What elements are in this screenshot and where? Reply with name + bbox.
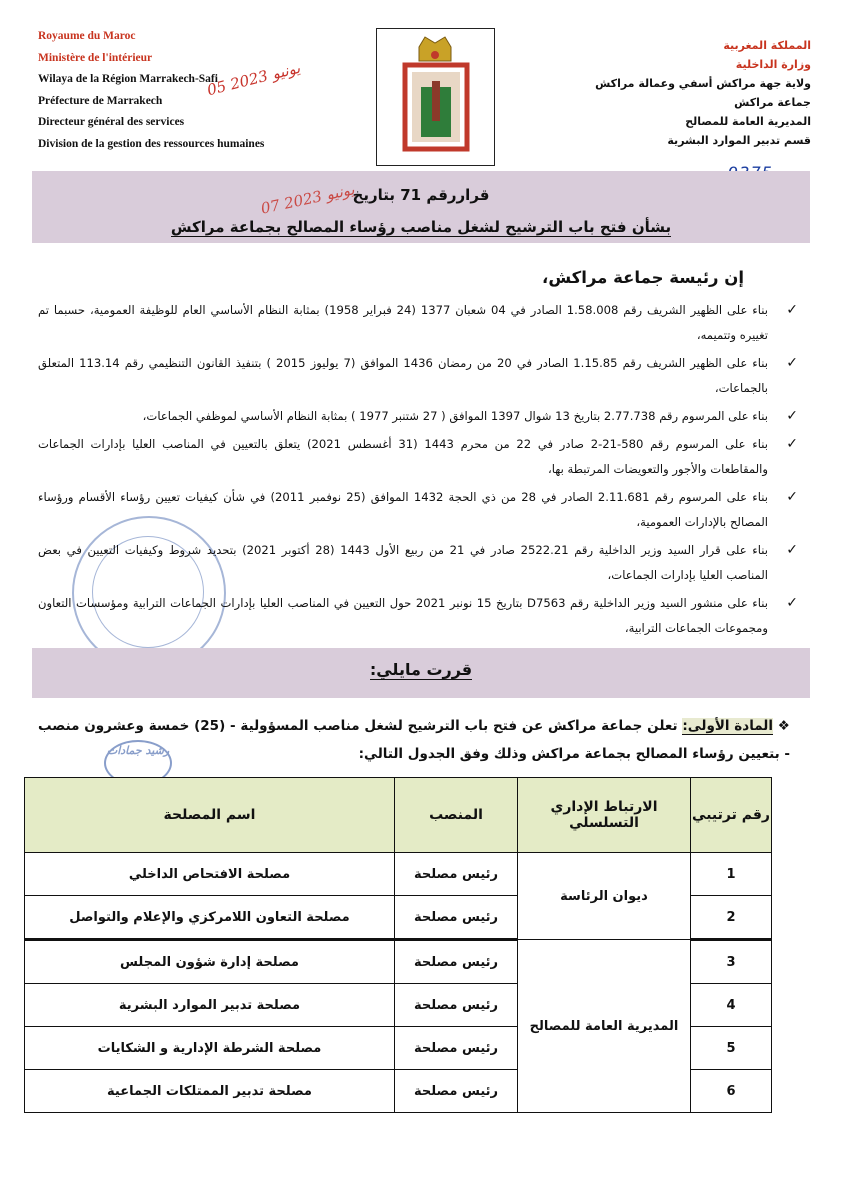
decided-heading-text: قررت مايلي: [369,660,473,679]
recital-item [38,298,798,348]
recital-text: بناء على منشور السيد وزير الداخلية رقم D7563 بتاريخ 15 نونبر 2021 حول التعيين في المناصب العليا بإدارات الجماعات الترابية ومؤسسات التعاون ومجموعات الجماعات الترابية، [38,596,768,635]
checkmark-icon: ✓ [786,302,798,318]
row-number: 3 [691,940,772,984]
header-num: رقم ترتيبي [691,778,772,853]
header-hierarchy: الارتباط الإداري التسلسلي [518,778,691,853]
row-service: مصلحة تدبير الموارد البشرية [25,984,395,1027]
article-label: المادة الأولى: [682,718,774,734]
emblem-icon [377,29,494,165]
row-number: 5 [691,1027,772,1070]
header-ar-line: المديرية العامة للمصالح [685,115,811,128]
header-fr-line: Wilaya de la Région Marrakech-Safi [38,73,218,85]
checkmark-icon: ✓ [786,489,798,505]
header-service: اسم المصلحة [25,778,395,853]
signature-stamp: رشيد جمادات [104,740,172,786]
header-ar-line: جماعة مراكش [734,96,811,109]
recital-text: بناء على المرسوم رقم 580-21-2 صادر في 22 من محرم 1443 (31 أغسطس 2021) يتعلق بالتعيين في المناصب العليا بإدارات الجماعات والمقاطعات والأجور والتعويضات المرتبطة بها، [38,437,768,476]
row-position: رئيس مصلحة [395,1027,518,1070]
row-service: مصلحة الافتحاص الداخلي [25,853,395,896]
header-ar-line: وزارة الداخلية [735,58,811,71]
decided-heading [32,660,810,679]
checkmark-icon: ✓ [786,408,798,424]
article-text: تعلن جماعة مراكش عن فتح باب الترشيح لشغل مناصب المسؤولية - (25) خمسة وعشرون منصب - بتعيين رؤساء المصالح بجماعة مراكش وذلك وفق الجدول التالي: [38,718,790,762]
recital-text: بناء على الظهير الشريف رقم 1.15.85 الصادر في 20 من رمضان 1436 الموافق (7 يوليوز 2015 ) بتنفيذ القانون التنظيمي رقم 113.14 المتعلق بالجماعات، [38,356,768,395]
recital-text: بناء على المرسوم رقم 2.77.738 بتاريخ 13 شوال 1397 الموافق ( 27 شتنبر 1977 ) بمثابة النظام الأساسي لموظفي الجماعات، [142,409,768,423]
header-fr-line: Division de la gestion des ressources humaines [38,137,265,150]
checkmark-icon: ✓ [786,436,798,452]
recital-item [38,404,798,429]
decision-number: قراررقم 71 بتاريخ [352,186,490,204]
handwritten-date: 05 يونيو 2023 [205,58,302,100]
table-header-row [25,778,772,853]
row-service: مصلحة إدارة شؤون المجلس [25,940,395,984]
header-fr-line: Ministère de l'intérieur [38,51,153,64]
article-one: ❖ المادة الأولى: تعلن جماعة مراكش عن فتح باب الترشيح لشغل مناصب المسؤولية - (25) خمسة وعشرون منصب - بتعيين رؤساء المصالح بجماعة مراكش وذلك وفق الجدول التالي: [38,718,790,762]
table-row [25,853,772,896]
header-position: المنصب [395,778,518,853]
row-service: مصلحة الشرطة الإدارية و الشكايات [25,1027,395,1070]
recital-item [38,538,798,588]
header-fr-line: Préfecture de Marrakech [38,94,163,107]
handwritten-date: 07 يونيو 2023 [259,180,357,218]
row-number: 4 [691,984,772,1027]
checkmark-icon: ✓ [786,542,798,558]
recitals-list [38,298,798,697]
checkmark-icon: ✓ [786,595,798,611]
row-hierarchy: ديوان الرئاسة [518,853,691,940]
row-number: 6 [691,1070,772,1113]
row-number: 2 [691,896,772,940]
row-position: رئيس مصلحة [395,853,518,896]
table-row [25,940,772,984]
intro-heading: إن رئيسة جماعة مراكش، [542,268,744,287]
recital-item [38,485,798,535]
row-position: رئيس مصلحة [395,896,518,940]
row-position: رئيس مصلحة [395,940,518,984]
header-ar-line: ولاية جهة مراكش أسفي وعمالة مراكش [595,77,811,90]
recital-item [38,351,798,401]
checkmark-icon: ✓ [786,355,798,371]
recital-text: بناء على المرسوم رقم 2.11.681 الصادر في 28 من ذي الحجة 1432 الموافق (25 نوفمبر 2011) في شأن كيفيات تعيين رؤساء الأقسام ورؤساء المصالح بالإدارات العمومية، [38,490,768,529]
header-ar-line: المملكة المغربية [723,39,811,52]
header-fr [38,26,338,155]
services-table [24,777,772,1113]
recital-item [38,591,798,641]
header-fr-line: Royaume du Maroc [38,30,136,42]
recital-text: بناء على الظهير الشريف رقم 1.58.008 الصادر في 04 شعبان 1377 (24 فبراير 1958) بمثابة النظام الأساسي العام للوظيفة العمومية، حسبما تم تغييره وتتميمه، [38,303,768,342]
row-position: رئيس مصلحة [395,984,518,1027]
header-ar [591,36,811,150]
row-number: 1 [691,853,772,896]
row-position: رئيس مصلحة [395,1070,518,1113]
recital-item [38,432,798,482]
recital-text: بناء على قرار السيد وزير الداخلية رقم 2522.21 صادر في 21 من ربيع الأول 1443 (28 أكتوبر 2021) بتحديد شروط وكيفيات التعيين في بعض المناصب العليا بإدارات الجماعات، [38,543,768,582]
row-hierarchy: المديرية العامة للمصالح [518,940,691,1113]
header-fr-line: Directeur général des services [38,116,185,128]
row-service: مصلحة تدبير الممتلكات الجماعية [25,1070,395,1113]
row-service: مصلحة التعاون اللامركزي والإعلام والتواصل [25,896,395,940]
decision-subject-text: بشأن فتح باب الترشيح لشغل مناصب رؤساء المصالح بجماعة مراكش [170,218,672,236]
decision-subject [32,218,810,236]
header-ar-line: قسم تدبير الموارد البشرية [667,134,811,147]
coat-of-arms-emblem [376,28,495,166]
